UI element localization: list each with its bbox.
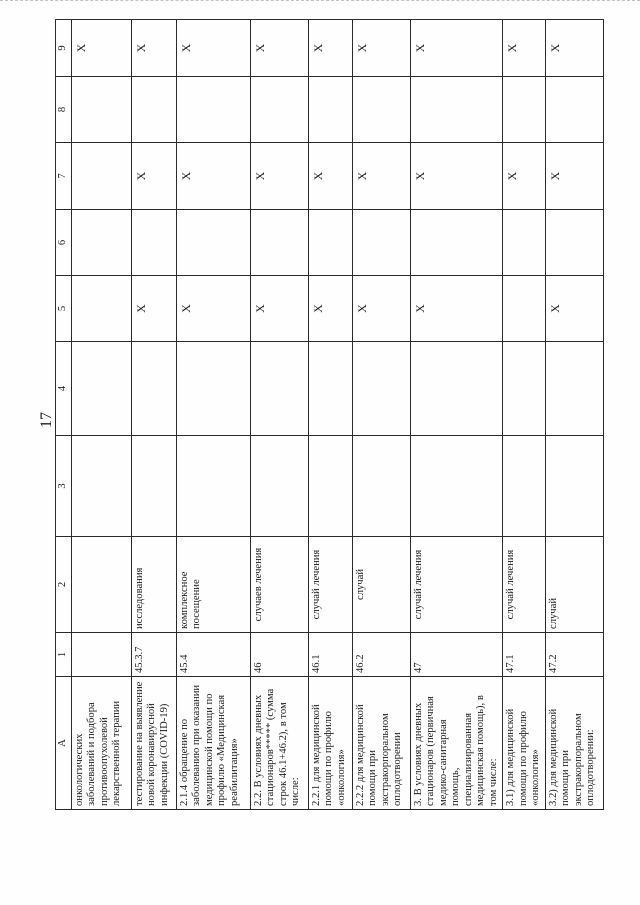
col-header-8: 8 xyxy=(56,77,72,143)
cell-col6 xyxy=(410,210,503,276)
col-header-5: 5 xyxy=(56,276,72,342)
row-code xyxy=(71,633,131,677)
table-row xyxy=(308,20,352,810)
cell-col7: Х xyxy=(176,143,250,210)
col-header-7: 7 xyxy=(56,143,72,210)
cell-col3 xyxy=(545,436,603,537)
row-unit xyxy=(71,537,131,633)
row-code: 45.3.7 xyxy=(131,633,176,677)
cell-col6 xyxy=(308,210,352,276)
data-table xyxy=(55,19,604,810)
cell-col4 xyxy=(503,342,546,436)
cell-col4 xyxy=(176,342,250,436)
row-code: 46.2 xyxy=(352,633,410,677)
table-row xyxy=(352,20,410,810)
cell-col7: Х xyxy=(308,143,352,210)
cell-col6 xyxy=(131,210,176,276)
row-label: тестирование на выявление новой коронавирусной инфекции (COVID-19) xyxy=(131,677,176,810)
row-code: 47 xyxy=(410,633,503,677)
cell-col8 xyxy=(545,77,603,143)
cell-col3 xyxy=(308,436,352,537)
table-row xyxy=(71,20,131,810)
cell-col5: Х xyxy=(545,276,603,342)
cell-col4 xyxy=(352,342,410,436)
cell-col3 xyxy=(352,436,410,537)
header-row xyxy=(56,20,72,810)
cell-col5: Х xyxy=(131,276,176,342)
row-code: 46.1 xyxy=(308,633,352,677)
col-header-a: А xyxy=(56,677,72,810)
cell-col7: Х xyxy=(131,143,176,210)
row-label: 3. В условиях дневных стационаров (первичная медико-санитарная помощь, специализированная медицинская помощь), в том числе: xyxy=(410,677,503,810)
cell-col8 xyxy=(352,77,410,143)
cell-col9: Х xyxy=(176,20,250,77)
cell-col8 xyxy=(176,77,250,143)
row-unit: случай xyxy=(352,537,410,633)
cell-col4 xyxy=(71,342,131,436)
row-label: 2.2. В условиях дневных стационаров***** (сумма строк 46.1+46.2), в том числе: xyxy=(250,677,308,810)
cell-col7: Х xyxy=(545,143,603,210)
col-header-6: 6 xyxy=(56,210,72,276)
cell-col6 xyxy=(503,210,546,276)
cell-col5 xyxy=(71,276,131,342)
table-row xyxy=(503,20,546,810)
cell-col9: Х xyxy=(545,20,603,77)
cell-col7: Х xyxy=(410,143,503,210)
row-unit: случай лечения xyxy=(410,537,503,633)
row-code: 47.1 xyxy=(503,633,546,677)
table-row xyxy=(176,20,250,810)
cell-col3 xyxy=(131,436,176,537)
cell-col8 xyxy=(250,77,308,143)
cell-col5 xyxy=(503,276,546,342)
cell-col4 xyxy=(308,342,352,436)
cell-col8 xyxy=(308,77,352,143)
row-label: 3.1) для медицинской помощи по профилю «онкология» xyxy=(503,677,546,810)
table-row xyxy=(410,20,503,810)
cell-col6 xyxy=(250,210,308,276)
row-code: 45.4 xyxy=(176,633,250,677)
cell-col6 xyxy=(545,210,603,276)
cell-col7: Х xyxy=(503,143,546,210)
page-number: 17 xyxy=(38,412,55,428)
cell-col8 xyxy=(503,77,546,143)
cell-col5: Х xyxy=(308,276,352,342)
cell-col9: Х xyxy=(131,20,176,77)
row-unit: случай лечения xyxy=(503,537,546,633)
cell-col3 xyxy=(410,436,503,537)
cell-col5: Х xyxy=(410,276,503,342)
col-header-9: 9 xyxy=(56,20,72,77)
row-unit: случай xyxy=(545,537,603,633)
row-unit: комплексное посещение xyxy=(176,537,250,633)
col-header-1: 1 xyxy=(56,633,72,677)
cell-col9: Х xyxy=(503,20,546,77)
row-label: 2.1.4 обращение по заболеванию при оказании медицинской помощи по профилю «Медицинская реабилитация» xyxy=(176,677,250,810)
cell-col3 xyxy=(250,436,308,537)
cell-col5: Х xyxy=(250,276,308,342)
cell-col5: Х xyxy=(352,276,410,342)
table-row xyxy=(250,20,308,810)
row-label: 3.2) для медицинской помощи при экстракорпоральном оплодотворении: xyxy=(545,677,603,810)
row-code: 46 xyxy=(250,633,308,677)
table-row xyxy=(545,20,603,810)
cell-col4 xyxy=(545,342,603,436)
cell-col9: Х xyxy=(410,20,503,77)
cell-col9: Х xyxy=(250,20,308,77)
cell-col6 xyxy=(176,210,250,276)
col-header-4: 4 xyxy=(56,342,72,436)
row-label: онкологических заболеваний и подбора противоопухолевой лекарственной терапии xyxy=(71,677,131,810)
cell-col4 xyxy=(410,342,503,436)
col-header-2: 2 xyxy=(56,537,72,633)
row-label: 2.2.1 для медицинской помощи по профилю «онкология» xyxy=(308,677,352,810)
cell-col8 xyxy=(71,77,131,143)
row-label: 2.2.2 для медицинской помощи при экстракорпоральном оплодотворении xyxy=(352,677,410,810)
cell-col4 xyxy=(250,342,308,436)
rotated-table-container xyxy=(55,20,596,810)
cell-col9: Х xyxy=(71,20,131,77)
cell-col5: Х xyxy=(176,276,250,342)
row-unit: исследования xyxy=(131,537,176,633)
cell-col4 xyxy=(131,342,176,436)
cell-col3 xyxy=(71,436,131,537)
row-unit: случаев лечения xyxy=(250,537,308,633)
row-code: 47.2 xyxy=(545,633,603,677)
cell-col8 xyxy=(410,77,503,143)
row-unit: случай лечения xyxy=(308,537,352,633)
cell-col9: Х xyxy=(308,20,352,77)
cell-col7: Х xyxy=(352,143,410,210)
cell-col8 xyxy=(131,77,176,143)
cell-col7: Х xyxy=(250,143,308,210)
col-header-3: 3 xyxy=(56,436,72,537)
cell-col3 xyxy=(503,436,546,537)
cell-col9: Х xyxy=(352,20,410,77)
table-row xyxy=(131,20,176,810)
cell-col3 xyxy=(176,436,250,537)
cell-col6 xyxy=(71,210,131,276)
cell-col7 xyxy=(71,143,131,210)
scan-edge xyxy=(0,0,640,4)
cell-col6 xyxy=(352,210,410,276)
